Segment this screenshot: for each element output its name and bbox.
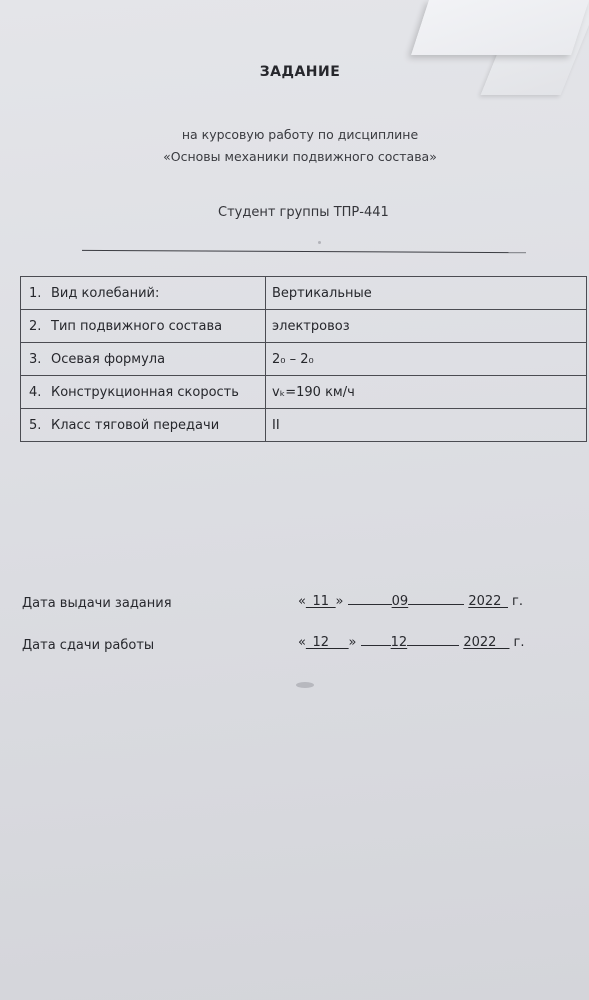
paper-smudge [296,682,314,688]
parameter-value: электровоз [266,310,587,343]
table-row [21,409,587,442]
parameter-name: Класс тяговой передачи [51,417,220,433]
close-quote: » [335,594,344,609]
year-suffix: г. [512,594,524,609]
blank-line [348,591,392,605]
issue-month: 09 [391,594,409,609]
submit-day: _12___ [305,635,349,650]
table-row [21,376,587,409]
row-number: 4. [29,384,42,400]
parameter-cell [21,310,266,343]
submit-year: 2022__ [463,635,510,650]
open-quote: « [298,635,306,650]
document-subtitle: на курсовую работу по дисциплине [181,127,419,142]
row-number: 3. [29,351,42,367]
row-number: 2. [29,318,42,334]
submit-date-value [298,632,525,650]
parameter-value: vₖ=190 км/ч [266,376,587,409]
row-number: 1. [29,285,42,301]
parameter-name: Осевая формула [51,351,166,367]
parameter-name: Конструкционная скорость [51,384,239,400]
issue-date-value [298,591,523,609]
parameter-value: Вертикальные [266,277,587,310]
parameter-cell [21,409,266,442]
parameter-value: II [266,409,587,442]
close-quote: » [348,635,357,650]
blank-line [407,632,459,646]
blank-line [361,632,391,646]
submit-month: 12 [390,635,408,650]
parameter-name: Вид колебаний: [51,285,160,301]
table-row [21,277,587,310]
parameter-cell [21,376,266,409]
parameter-cell [21,277,266,310]
blank-line [408,591,464,605]
table-row [21,343,587,376]
row-number: 5. [29,417,42,433]
paper-speck [318,241,321,244]
table-row [21,310,587,343]
parameter-value: 2₀ – 2₀ [266,343,587,376]
open-quote: « [298,594,306,609]
submit-date-label: Дата сдачи работы [22,638,155,653]
parameter-name: Тип подвижного состава [51,318,223,334]
parameter-cell [21,343,266,376]
background-paper-corner [411,0,589,55]
document-title: ЗАДАНИЕ [259,64,341,80]
task-parameters-table [20,276,587,442]
issue-day: _11_ [305,594,336,609]
student-group-label: Студент группы ТПР-441 [218,205,389,220]
issue-date-label: Дата выдачи задания [22,596,172,611]
issue-year: 2022_ [468,594,508,609]
student-name-line [82,250,526,253]
year-suffix: г. [513,635,525,650]
course-name: «Основы механики подвижного состава» [163,149,437,164]
